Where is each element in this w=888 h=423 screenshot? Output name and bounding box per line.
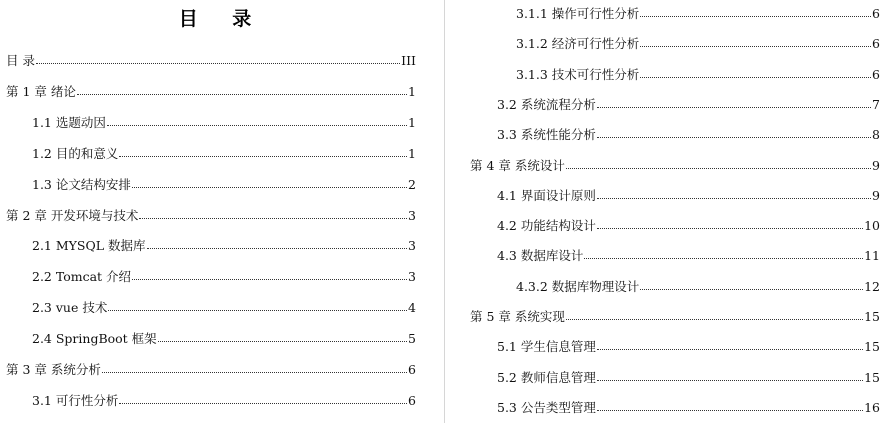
- toc-leader-dots: [640, 67, 871, 78]
- toc-entry-page-number: 6: [872, 6, 880, 21]
- toc-leader-dots: [597, 339, 863, 350]
- toc-entry-page-number: 12: [864, 278, 880, 294]
- toc-entry-page-number: 10: [864, 218, 880, 234]
- toc-leader-dots: [119, 393, 407, 404]
- toc-entry-page-number: 6: [872, 66, 880, 82]
- toc-entry-page-number: 6: [872, 36, 880, 52]
- toc-entry[interactable]: [32, 146, 416, 162]
- toc-entry-label: 1.1 选题动因: [32, 114, 106, 130]
- toc-leader-dots: [597, 218, 863, 229]
- toc-entry[interactable]: [6, 84, 416, 100]
- toc-entry[interactable]: [32, 177, 416, 193]
- toc-leader-dots: [132, 269, 407, 280]
- toc-leader-dots: [119, 146, 407, 157]
- toc-leader-dots: [158, 331, 407, 342]
- toc-entry-page-number: 11: [864, 248, 880, 264]
- toc-entry[interactable]: [470, 309, 880, 325]
- toc-leader-dots: [77, 84, 407, 95]
- toc-entry[interactable]: [32, 269, 416, 285]
- toc-entry-page-number: III: [401, 53, 416, 68]
- toc-entry[interactable]: [6, 53, 416, 69]
- toc-entry-label: 3.1.3 技术可行性分析: [516, 66, 640, 82]
- toc-entry-label: 4.3 数据库设计: [497, 248, 584, 264]
- toc-entry-label: 4.3.2 数据库物理设计: [516, 278, 640, 294]
- toc-leader-dots: [102, 362, 407, 373]
- toc-entry[interactable]: [516, 67, 880, 83]
- toc-entry-label: 2.1 MYSQL 数据库: [32, 238, 146, 254]
- toc-entry-label: 3.3 系统性能分析: [497, 127, 596, 143]
- toc-entry-label: 3.1.2 经济可行性分析: [516, 36, 640, 52]
- toc-entry-label: 5.2 教师信息管理: [497, 369, 596, 385]
- page-title: 目 录: [178, 8, 266, 30]
- toc-entry[interactable]: [32, 331, 416, 347]
- toc-entry[interactable]: [516, 36, 880, 52]
- toc-entry-label: 1.3 论文结构安排: [32, 176, 131, 192]
- toc-entry-page-number: 2: [408, 176, 416, 192]
- toc-entry[interactable]: [6, 362, 416, 378]
- toc-entry-page-number: 1: [408, 114, 416, 130]
- toc-entry[interactable]: [32, 238, 416, 254]
- toc-leader-dots: [584, 248, 863, 259]
- toc-leader-dots: [566, 158, 871, 169]
- toc-entry[interactable]: [497, 339, 880, 355]
- toc-entry-label: 3.2 系统流程分析: [497, 96, 596, 112]
- toc-entry-page-number: 15: [864, 339, 880, 355]
- toc-entry[interactable]: [497, 127, 880, 143]
- toc-entry-page-number: 3: [408, 269, 416, 285]
- toc-entry-label: 5.1 学生信息管理: [497, 339, 596, 355]
- toc-entry-page-number: 8: [872, 127, 880, 143]
- toc-entry-label: 2.2 Tomcat 介绍: [32, 269, 132, 285]
- toc-leader-dots: [139, 208, 407, 219]
- toc-entry[interactable]: [470, 158, 880, 174]
- toc-entry-page-number: 16: [864, 399, 880, 415]
- toc-entry[interactable]: [497, 248, 880, 264]
- toc-entry-page-number: 7: [872, 96, 880, 112]
- toc-entry-page-number: 4: [408, 300, 416, 316]
- toc-leader-dots: [640, 279, 863, 290]
- toc-entry-page-number: 3: [408, 207, 416, 223]
- toc-entry-label: 2.3 vue 技术: [32, 300, 108, 316]
- toc-entry[interactable]: [516, 6, 880, 22]
- toc-entry-page-number: 6: [408, 392, 416, 408]
- toc-entry[interactable]: [32, 393, 416, 409]
- toc-entry-label: 3.1 可行性分析: [32, 392, 119, 408]
- toc-entry-label: 1.2 目的和意义: [32, 145, 119, 161]
- toc-leader-dots: [132, 177, 407, 188]
- toc-entry-label: 第 2 章 开发环境与技术: [6, 207, 139, 223]
- toc-entry-label: 5.3 公告类型管理: [497, 399, 596, 415]
- toc-entry-label: 第 1 章 绪论: [6, 83, 76, 99]
- toc-leader-dots: [36, 53, 400, 64]
- toc-entry[interactable]: [6, 208, 416, 224]
- toc-entry-label: 第 4 章 系统设计: [470, 157, 565, 173]
- toc-entry[interactable]: [497, 400, 880, 416]
- toc-leader-dots: [597, 400, 863, 411]
- toc-entry-page-number: 6: [408, 362, 416, 377]
- toc-entry-page-number: 15: [864, 309, 880, 324]
- toc-entry-page-number: 15: [864, 369, 880, 385]
- toc-entry-page-number: 1: [408, 83, 416, 99]
- toc-entry-label: 3.1.1 操作可行性分析: [516, 6, 640, 21]
- toc-entry-page-number: 9: [872, 187, 880, 203]
- toc-leader-dots: [597, 97, 871, 108]
- toc-entry-page-number: 9: [872, 157, 880, 173]
- toc-entry[interactable]: [32, 300, 416, 316]
- toc-entry-label: 4.1 界面设计原则: [497, 187, 596, 203]
- toc-entry-label: 目 录: [6, 53, 35, 68]
- toc-entry[interactable]: [497, 188, 880, 204]
- toc-entry-page-number: 3: [408, 238, 416, 254]
- toc-entry-page-number: 1: [408, 145, 416, 161]
- toc-entry-label: 第 5 章 系统实现: [470, 309, 565, 324]
- toc-entry-label: 2.4 SpringBoot 框架: [32, 331, 157, 347]
- toc-leader-dots: [147, 238, 408, 249]
- toc-entry[interactable]: [497, 218, 880, 234]
- toc-leader-dots: [566, 309, 863, 320]
- toc-entry-label: 4.2 功能结构设计: [497, 218, 596, 234]
- toc-leader-dots: [640, 36, 871, 47]
- toc-entry-page-number: 5: [408, 331, 416, 347]
- toc-leader-dots: [597, 370, 863, 381]
- toc-entry[interactable]: [516, 279, 880, 295]
- toc-entry-label: 第 3 章 系统分析: [6, 362, 101, 377]
- toc-page-right: [444, 0, 888, 423]
- toc-entry[interactable]: [497, 370, 880, 386]
- toc-leader-dots: [597, 127, 871, 138]
- toc-leader-dots: [108, 300, 407, 311]
- toc-leader-dots: [597, 188, 871, 199]
- toc-leader-dots: [107, 115, 407, 126]
- toc-entry[interactable]: [497, 97, 880, 113]
- toc-leader-dots: [640, 6, 871, 17]
- toc-entry[interactable]: [32, 115, 416, 131]
